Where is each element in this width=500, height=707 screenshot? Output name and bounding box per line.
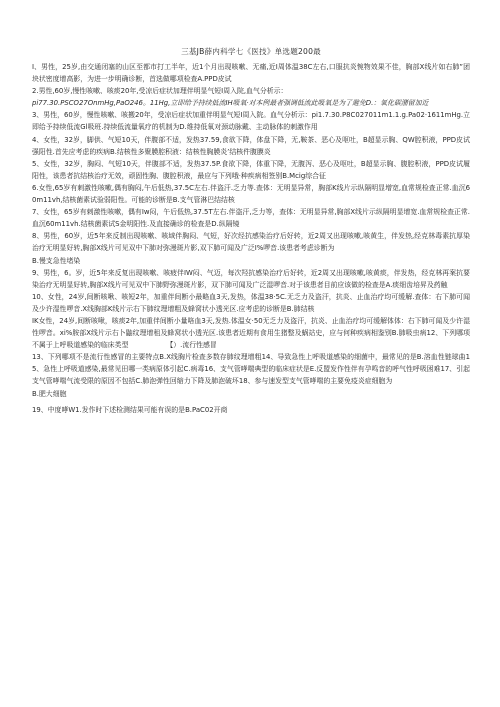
document-title: 三基JB薛内科学七《医技》单选题200最	[181, 47, 321, 56]
paragraph-q11-q12: IK女性，24岁,间断咳啾，咳痰2年,加重伴间断小量咯血3天,发热.体温女·50无乏力及盗汗，抗炎、止血治疗均可缓解体体：右下肺可闻及少许湿性啰音。xi%胺部X线片示右卜鼬纹理增租及蜂窝状小透光区.该患者近期有食用生猪整及蜗站史，应与何种疾病相鉴别B.肺吸虫病12、下列哪项不属于上呼吸道感染的临床类型 【）.流行性感冒	[32, 316, 470, 350]
paragraph-q7: 7、女性，65岁有刺激性咳嗽，偶有Iw闷，午后低热,37.5T左右.伴盗汗,乏力等，查体：无明显异常,胸部X线片示纵隔明显增宽.血常规检查正常.血沉60m11vh.结核菌素试S金明阳性.及直接确诊的检查是D.纵隔镜	[32, 208, 470, 229]
paragraph-q9: 9、男性，6。岁，近5年来反复出现咳嗽、咳疲伴IW闷、气迈，每次羟抗感染治疗后好转，近2周又出现咳嗽,咳黄痰，伴发热，经克林再案抗要染治疗无明显好转,胸部X线片可见双中下肺野弥漫斑片影，双下肺可闻及广泛湿啰音.对于该患者目前应该做的检查是A.痰细齿培昇及药触	[32, 268, 470, 289]
paragraph-q1: I、男性，25岁,由交通闭塞的山区至都市打工半年，近1个月出现咳嗽、无痛,近I周体温38C左右,口服抗炎惋物效果不佳，胸部X线片如右肺”团块状密度增高影，为进一步明确诊断，首选做哪项检查A.PPD皮试	[32, 63, 470, 84]
paragraph-q13-q18: 13、下列哪项不是流行性感冒的主要特点B.X线胸片检查多数存肺纹理增粗14、导致急性上呼吸道感染的细菌中，最常见的是B.溶血性链球曲15、急性上呼吸道感染,最常见田哪一类病原体引起C.病毒16、支气管哮喘典型的临床症状是E.反盟发作性伴有孕鸣音的呼气性呼吸困难17、引起支气管哮喘气流受限的原因不包括C.肺泡弹性回缩力下降及肺泡破坏18、参与速发型支气管哮喘的主要免疫炎症细胞为	[32, 353, 470, 386]
paragraph-q3: 3、男性，60岁，慢性咳嗽、咳搬20年，受凉后症状加重伴明显气短I周入院。血气分析示：pi1.7.30.P8C027011m1.1.g.Pa02·1611mHg.立即给予持续低流Gl吸班.持续低流量氧疗的机制为D.维持低氧对颈动脉戴、主动脉体的刺激作用	[32, 111, 470, 132]
paragraph-q2-continued: pi77.30.PSCO27OnmHg,PaO246。11Hg,立即给予持续低流IH吸氧·对本例最者强调低流此吸氧是为了避免D.：氧化碳潴留加近	[32, 99, 429, 108]
paragraph-q4: 4、女性，32岁，脚供、气短10天，伴腹部不适，发热37.59,食欲下降，体盘下降，无,鞍茶、恶心及呕吐，B超显示胸、QW腔积液，PPD皮试强阳性.首先应考虑的疾病B.结核性多聚膜腔积液：结核性胸膜炎’结核件腹膜炎	[32, 135, 470, 156]
paragraph-q2: 2.男性,60岁,慢性咳嗽、咳痰20年,受凉后症状加理伴明显气短I周入院,血气分析示：	[32, 87, 288, 96]
paragraph-q18-answer: B.肥大细胞	[32, 389, 67, 398]
paragraph-q6: 6.女性,65岁有刺激性咳嗽,偶有胸闷,午后低热,37.5C左右.伴盗汗.乏力等.查体：无明显异常，胸部K线片示纵隔明显增宽,血常规检查正常.血沉60m11vh,结核菌素试验弱阳性。可能的诊断是B.支气管淋巴结结核	[32, 183, 470, 205]
paragraph-q8: 8、男性，60岁，近5年来反制出现咳嗽、咳域伴胸闷、气短，好次经抗感染治疗后好转，近2周又出现咳嗽,咳黄生，伴发热,经克林毒素抗厚染治疗无明显好转,胸部X线片可见双中下肺对弥漫斑片影,双下肺可闻及广泛I%啰音.该患者考虑诊断为	[32, 232, 470, 253]
paragraph-q8-answer: B.慢支急性堵染	[32, 256, 81, 265]
paragraph-q19: 19、中度哮W1.发作时下述检测结果可能有误的是B.PaC02开商	[32, 405, 228, 414]
paragraph-q5: 5、女性，32岁，胸闷、气短10天，伴腹部不适，发热37.5P.食欲下降，体重下降，无腹泻、恶心及呕吐，B超显示胸、腹腔积液，PPD皮试履阳性，该患者抗结核治疗无效，顽固性胸、腹腔积液，最应与下列哦·种疾病相签别B.Mcig综合征	[32, 159, 470, 180]
paragraph-q10: 10、女性，24岁,间断咳啾、咳短2年，加重伴间断小最略血3天,发热，体温38·5C.无乏力及盗汗，抗炎、止血治疗均可缓解.查体：右下肺可闻及少许湿性啰音.X线胸部K线片示右下肺纹理增粗及蜂窝状小透光区.应考虑的诊断是B.肺结核	[32, 292, 470, 313]
